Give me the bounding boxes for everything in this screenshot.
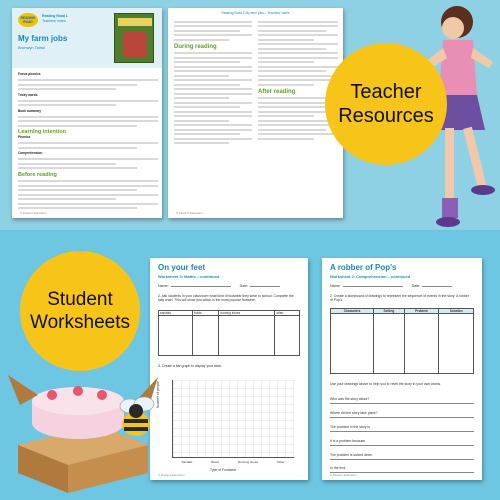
graph-y-axis-label: Number of people [156,381,160,408]
page-footer: © Pearson Education [158,473,185,477]
question-2: 2. Ask students in your classroom what kind of footwear they wear to school. Complete the tally chart. This will show you which is the most popular footwear. [158,294,294,303]
table-header-cell: boots [192,311,218,316]
prompt-line: It is a problem because [330,438,474,446]
section-heading: After reading [258,88,296,95]
section-heading: During reading [174,43,217,50]
book-cover-image [114,13,154,63]
date-label: Date: [239,284,249,288]
section-heading: Book summary [18,108,42,113]
notes-label: Teachers' notes [42,19,66,23]
name-date-row [158,284,280,288]
table-header-cell: running shoes [219,311,275,316]
teacher-notes-page-1 [12,8,162,218]
prompt-line: The problem is solved when [330,452,474,460]
section-heading: Phonics [18,135,31,140]
prompt-line: In the end, [330,465,474,473]
section-heading: Comprehension [18,151,43,156]
section-heading: Before reading [18,171,57,178]
prompt-line: Who was the story about? [330,396,474,404]
empty-bar-graph [172,380,294,458]
series-label: Reading Road 1 [42,14,68,18]
table-header-cell: Setting [374,309,404,314]
name-date-row [330,284,452,288]
x-category: Running shoes [237,460,258,464]
storyboard-table [330,308,474,374]
teacher-notes-page-2 [168,8,343,218]
table-header-cell: Problem [404,309,439,314]
teacher-resources-badge: Teacher Resources [325,43,447,165]
worksheet-on-your-feet [150,258,308,480]
x-category: Sandals [181,460,193,464]
prompt-line: The problem in the story is [330,424,474,432]
book-author: Bronwyn Tainui [18,45,46,50]
graph-x-axis-label: Type of Footwear [210,468,237,472]
worksheet-subtitle: Worksheet 2: Comprehension – continued [330,274,411,279]
page-header: Reading Road 1 My farm jobs – Teachers' notes [221,11,290,15]
table-header-cell: other [275,311,300,316]
x-category: Boots [211,460,219,464]
section-heading: Learning intention [18,129,66,136]
question-3: 3. Create a bar graph to display your data. [158,364,222,368]
book-title: My farm jobs [18,34,68,43]
worksheet-title: A robber of Pop's [330,263,397,272]
graph-x-categories [172,460,294,464]
page-footer: © Pearson Education [176,211,203,215]
table-header-cell: Characters [331,309,374,314]
bee-illustration [112,392,160,442]
instruction-text: Use your drawings above to help you to retell the story in your own words. [330,382,442,386]
section-heading: Tricky words [18,92,38,97]
notes-column-left [174,18,252,147]
worksheet-subtitle: Worksheet 3: Maths – continued [158,274,220,279]
reading-road-logo: READING ROAD [18,13,38,27]
question-2: 2. Create a storyboard of drawings to represent the sequence of events in the story. A robber of Pop's. [330,294,469,303]
name-label: Name: [330,284,341,288]
table-header-cell: Solution [439,309,474,314]
date-label: Date: [411,284,421,288]
page-footer: © Pearson Education [330,473,357,477]
name-label: Name: [158,284,169,288]
notes-body [18,72,158,212]
worksheet-title: On your feet [158,263,206,272]
table-header-cell: sandals [159,311,193,316]
tally-table [158,310,300,356]
page-footer: © Pearson Education [20,211,47,215]
student-worksheets-badge: Student Worksheets [20,251,140,371]
x-category: Other [276,460,285,464]
section-heading: Focus phonics [18,72,41,76]
prompt-line: Where did the story take place? [330,410,474,418]
worksheet-a-robber-of-pops [322,258,482,480]
